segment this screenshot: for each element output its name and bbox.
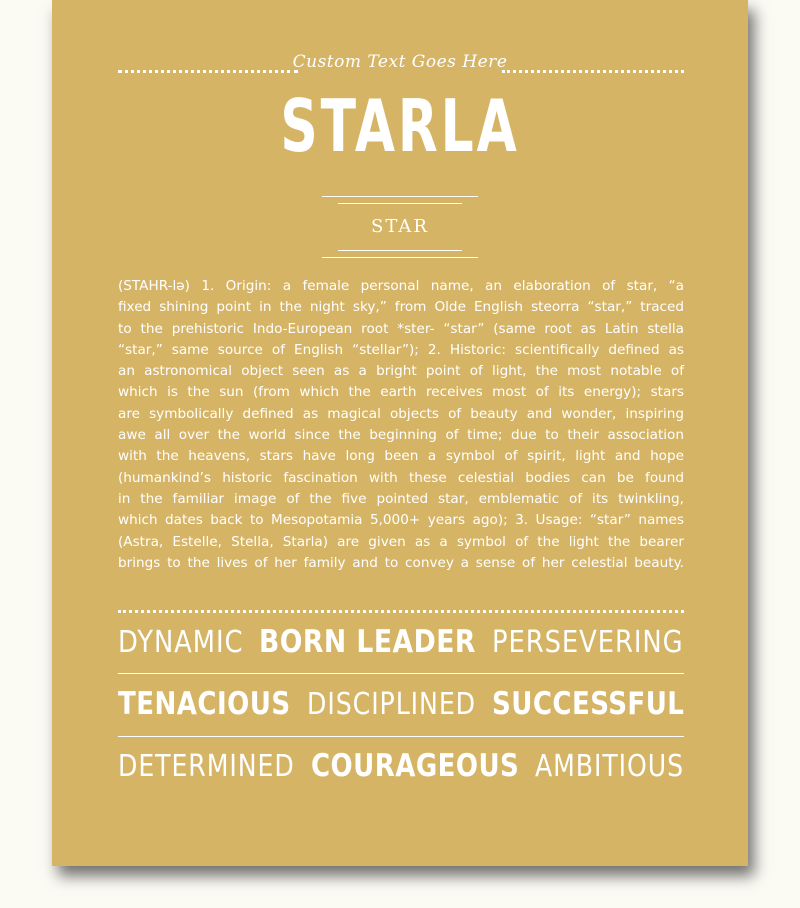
name-meaning: STAR (371, 216, 429, 237)
definition-line: are symbolically defined as magical objects of beauty and wonder, inspiring (118, 405, 684, 422)
definition-line: brings to the lives of her family and to convey a sense of her celestial beauty. (118, 554, 684, 571)
definition-line: (Astra, Estelle, Stella, Starla) are given as a symbol of the light the bearer (118, 533, 684, 550)
trait-word: COURAGEOUS (310, 748, 519, 784)
definition-line: fixed shining point in the night sky,” from Olde English steorra “star,” traced (118, 299, 684, 316)
definition-line: (STAHR-lə) 1. Origin: a female personal name, an elaboration of star, “a (118, 278, 684, 294)
trait-word: DISCIPLINED (306, 687, 476, 722)
definition-line: an astronomical object seen as a bright point of light, the most notable of (118, 363, 684, 380)
definition-line: in the familiar image of the five pointed star, emblematic of its twinkling, (118, 490, 684, 507)
trait-divider-1 (118, 673, 684, 674)
rule-upper-2 (338, 203, 462, 204)
trait-word: PERSEVERING (492, 625, 684, 660)
trait-word: AMBITIOUS (534, 749, 684, 784)
trait-row-2 (118, 686, 684, 722)
definition-line: awe all over the world since the beginning of time; due to their association (118, 427, 684, 444)
definition-line: which dates back to Mesopotamia 5,000+ years ago); 3. Usage: “star” names (118, 512, 684, 529)
rule-lower-2 (322, 257, 478, 258)
definition-line: (humankind’s historic fascination with these celestial bodies can be found (118, 469, 684, 486)
custom-text-tagline: Custom Text Goes Here (292, 52, 508, 72)
trait-word: DYNAMIC (118, 625, 244, 660)
rule-lower-1 (338, 250, 462, 251)
definition-line: “star,” same source of English “stellar”); 2. Historic: scientifically defined as (118, 341, 684, 358)
trait-word: BORN LEADER (259, 624, 477, 660)
rule-upper-1 (322, 196, 478, 197)
name-definition (118, 276, 684, 574)
trait-row-1 (118, 624, 684, 660)
trait-divider-2 (118, 736, 684, 737)
definition-line: which is the sun (from which the earth receives most of its energy); stars (118, 384, 684, 401)
trait-word: SUCCESSFUL (491, 686, 684, 722)
poster-name-title: STARLA (280, 84, 520, 168)
trait-word: DETERMINED (118, 749, 295, 784)
dotted-divider-traits (118, 610, 684, 613)
definition-line: with the heavens, stars have long been a symbol of spirit, light and hope (118, 448, 684, 465)
name-poster (52, 0, 748, 866)
trait-row-3 (118, 748, 684, 784)
definition-line: to the prehistoric Indo-European root *ster- “star” (same root as Latin stella (118, 320, 684, 337)
trait-word: TENACIOUS (118, 686, 291, 722)
